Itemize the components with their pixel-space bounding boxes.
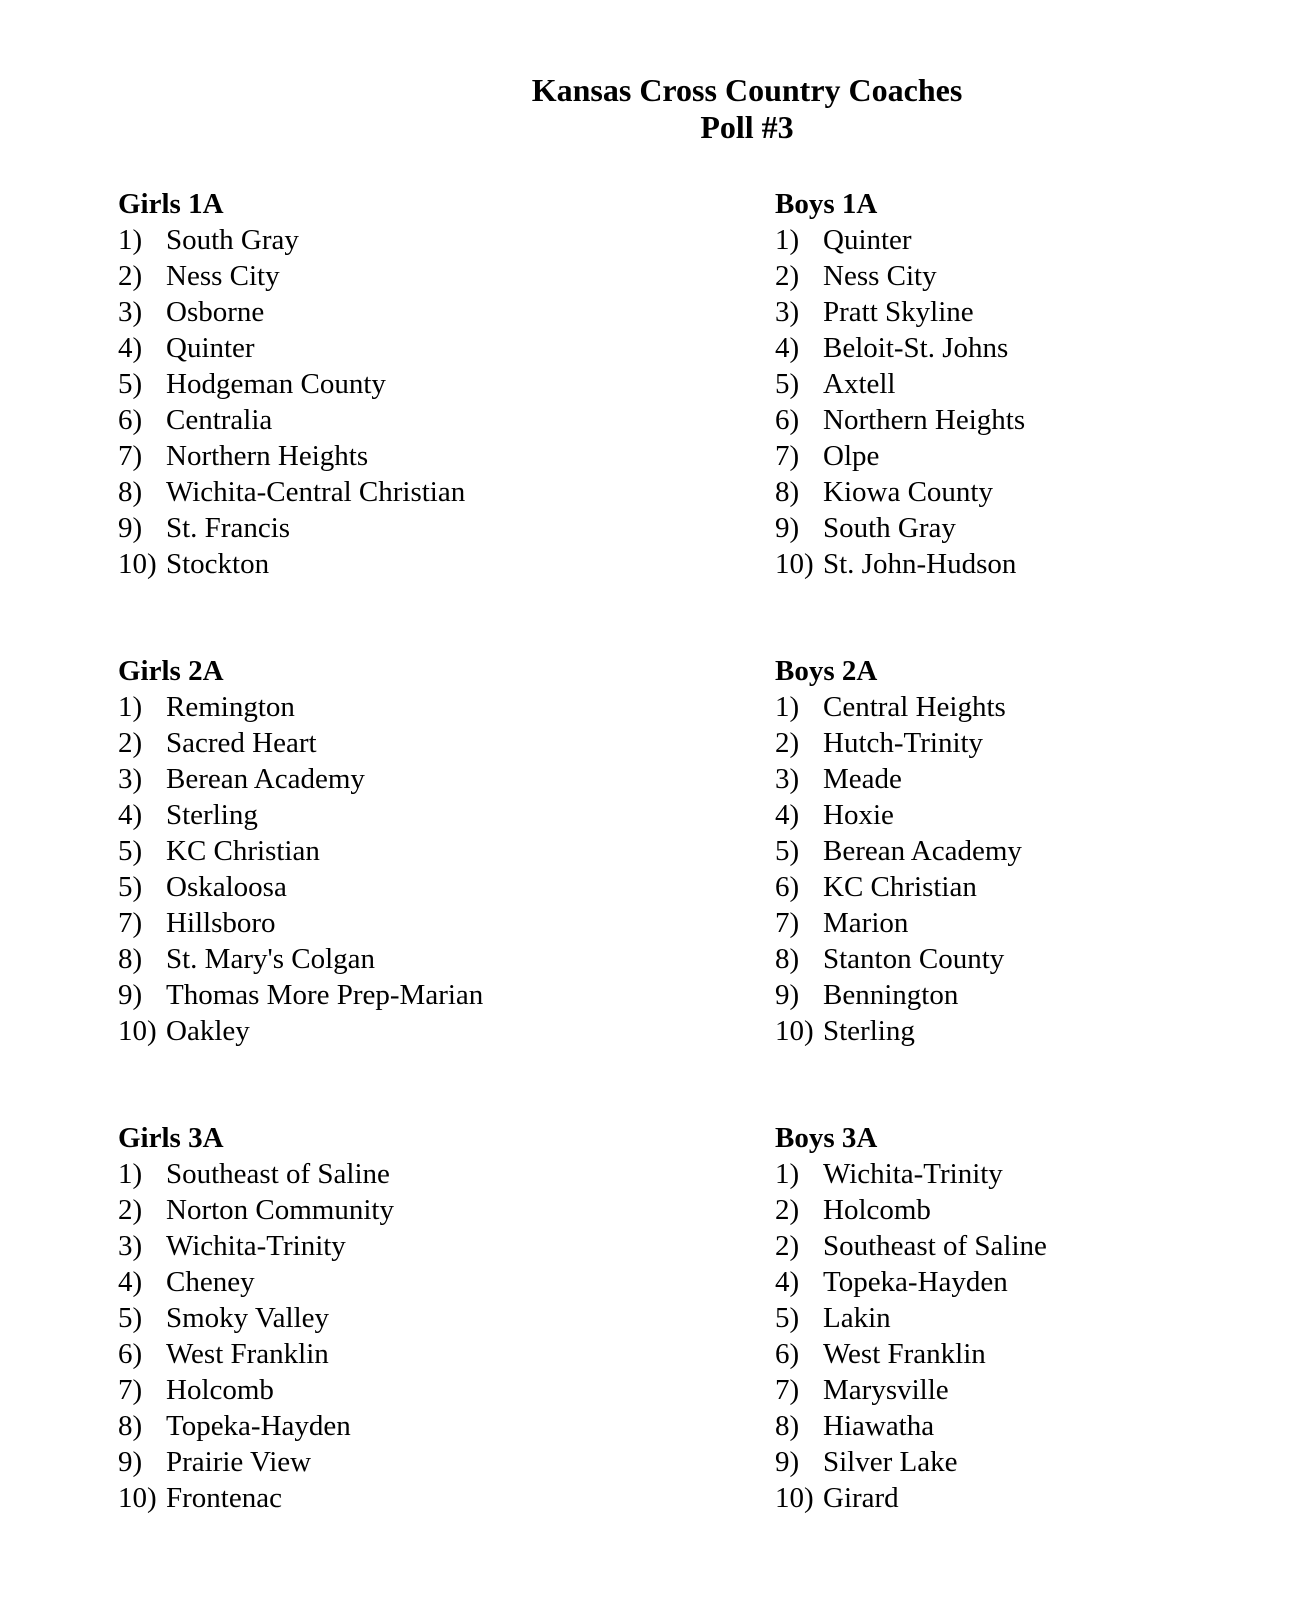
team-name: Ness City: [166, 260, 280, 292]
rank-label: 10): [775, 1015, 814, 1047]
section-list: [118, 222, 775, 582]
rank-label: 4): [118, 1266, 143, 1298]
list-item: [775, 258, 1294, 294]
rank-label: 2): [775, 260, 800, 292]
team-name: Sterling: [166, 799, 258, 831]
team-name: Norton Community: [166, 1194, 394, 1226]
rank-label: 5): [118, 835, 143, 867]
rank-label: 5): [775, 835, 800, 867]
list-item: [775, 1336, 1294, 1372]
team-name: West Franklin: [166, 1338, 329, 1370]
rank-label: 4): [118, 332, 143, 364]
team-name: Topeka-Hayden: [166, 1410, 351, 1442]
team-name: Ness City: [823, 260, 937, 292]
section-heading: Boys 2A: [775, 655, 878, 687]
team-name: South Gray: [166, 224, 299, 256]
rank-label: 4): [775, 1266, 800, 1298]
rank-label: 4): [118, 799, 143, 831]
section-heading: Boys 1A: [775, 188, 878, 220]
team-name: Central Heights: [823, 691, 1006, 723]
rank-label: 9): [775, 979, 800, 1011]
list-item: [118, 1408, 775, 1444]
rank-label: 3): [118, 1230, 143, 1262]
rank-label: 1): [118, 224, 143, 256]
team-name: Sterling: [823, 1015, 915, 1047]
rank-label: 6): [118, 404, 143, 436]
list-item: [775, 833, 1294, 869]
list-item: [775, 977, 1294, 1013]
poll-grid: [118, 186, 1294, 1516]
rank-label: 8): [775, 476, 800, 508]
team-name: Stockton: [166, 548, 270, 580]
team-name: Berean Academy: [823, 835, 1022, 867]
list-item: [775, 294, 1294, 330]
rank-label: 8): [118, 1410, 143, 1442]
team-name: Marysville: [823, 1374, 949, 1406]
rank-label: 7): [775, 907, 800, 939]
team-name: Remington: [166, 691, 295, 723]
team-name: Hiawatha: [823, 1410, 935, 1442]
rank-label: 10): [118, 1482, 157, 1514]
team-name: Topeka-Hayden: [823, 1266, 1008, 1298]
team-name: Thomas More Prep-Marian: [166, 979, 484, 1011]
rank-label: 7): [775, 1374, 800, 1406]
team-name: Quinter: [823, 224, 912, 256]
rank-label: 10): [118, 1015, 157, 1047]
list-item: [775, 546, 1294, 582]
rank-label: 2): [775, 1230, 800, 1262]
team-name: Osborne: [166, 296, 265, 328]
list-item: [118, 330, 775, 366]
list-item: [775, 330, 1294, 366]
rank-label: 5): [775, 1302, 800, 1334]
document-title: [200, 0, 1294, 146]
list-item: [775, 1300, 1294, 1336]
rank-label: 1): [118, 1158, 143, 1190]
rank-label: 2): [118, 1194, 143, 1226]
team-name: West Franklin: [823, 1338, 986, 1370]
list-item: [118, 905, 775, 941]
list-item: [118, 1444, 775, 1480]
team-name: Wichita-Trinity: [823, 1158, 1003, 1190]
rank-label: 1): [775, 691, 800, 723]
team-name: St. Mary's Colgan: [166, 943, 376, 975]
team-name: St. John-Hudson: [823, 548, 1017, 580]
list-item: [775, 1408, 1294, 1444]
list-item: [118, 1013, 775, 1049]
team-name: Holcomb: [166, 1374, 274, 1406]
team-name: Stanton County: [823, 943, 1005, 975]
team-name: Olpe: [823, 440, 880, 472]
team-name: Marion: [823, 907, 909, 939]
team-name: Hillsboro: [166, 907, 276, 939]
list-item: [118, 725, 775, 761]
rank-label: 10): [118, 548, 157, 580]
poll-section: [118, 1120, 775, 1516]
team-name: Meade: [823, 763, 902, 795]
list-item: [118, 689, 775, 725]
team-name: Frontenac: [166, 1482, 282, 1514]
list-item: [118, 1192, 775, 1228]
rank-label: 3): [775, 763, 800, 795]
list-item: [118, 402, 775, 438]
list-item: [118, 1336, 775, 1372]
section-heading: Girls 1A: [118, 188, 224, 220]
list-item: [118, 1156, 775, 1192]
list-item: [775, 1228, 1294, 1264]
team-name: Sacred Heart: [166, 727, 317, 759]
rank-label: 9): [775, 1446, 800, 1478]
rank-label: 9): [118, 1446, 143, 1478]
team-name: Kiowa County: [823, 476, 993, 508]
list-item: [118, 222, 775, 258]
list-item: [118, 1372, 775, 1408]
section-list: [775, 1156, 1294, 1516]
team-name: Southeast of Saline: [823, 1230, 1047, 1262]
rank-label: 6): [775, 871, 800, 903]
rank-label: 3): [118, 296, 143, 328]
list-item: [118, 977, 775, 1013]
rank-label: 8): [775, 943, 800, 975]
list-item: [118, 1300, 775, 1336]
list-item: [118, 941, 775, 977]
team-name: Beloit-St. Johns: [823, 332, 1009, 364]
list-item: [775, 1444, 1294, 1480]
team-name: Smoky Valley: [166, 1302, 329, 1334]
list-item: [775, 1013, 1294, 1049]
rank-label: 2): [775, 727, 800, 759]
rank-label: 5): [118, 368, 143, 400]
team-name: Pratt Skyline: [823, 296, 974, 328]
team-name: Berean Academy: [166, 763, 365, 795]
team-name: KC Christian: [166, 835, 320, 867]
team-name: Axtell: [823, 368, 896, 400]
list-item: [118, 833, 775, 869]
poll-section: [775, 653, 1294, 1049]
team-name: Hoxie: [823, 799, 894, 831]
rank-label: 3): [118, 763, 143, 795]
section-heading: Girls 2A: [118, 655, 224, 687]
list-item: [775, 689, 1294, 725]
rank-label: 8): [118, 476, 143, 508]
rank-label: 1): [775, 224, 800, 256]
team-name: Hutch-Trinity: [823, 727, 984, 759]
team-name: Holcomb: [823, 1194, 931, 1226]
poll-section: [118, 186, 775, 582]
rank-label: 7): [118, 440, 143, 472]
team-name: Silver Lake: [823, 1446, 958, 1478]
list-item: [775, 905, 1294, 941]
list-item: [775, 797, 1294, 833]
section-list: [775, 222, 1294, 582]
rank-label: 10): [775, 548, 814, 580]
team-name: Hodgeman County: [166, 368, 386, 400]
team-name: Northern Heights: [823, 404, 1026, 436]
rank-label: 9): [118, 979, 143, 1011]
rank-label: 1): [118, 691, 143, 723]
list-item: [118, 1480, 775, 1516]
rank-label: 4): [775, 332, 800, 364]
rank-label: 4): [775, 799, 800, 831]
section-list: [118, 1156, 775, 1516]
section-heading: Boys 3A: [775, 1122, 878, 1154]
list-item: [775, 1372, 1294, 1408]
list-item: [118, 438, 775, 474]
rank-label: 2): [775, 1194, 800, 1226]
list-item: [775, 402, 1294, 438]
rank-label: 10): [775, 1482, 814, 1514]
list-item: [775, 869, 1294, 905]
list-item: [775, 725, 1294, 761]
rank-label: 6): [118, 1338, 143, 1370]
list-item: [775, 474, 1294, 510]
list-item: [775, 222, 1294, 258]
list-item: [118, 546, 775, 582]
poll-section: [775, 186, 1294, 582]
team-name: Bennington: [823, 979, 959, 1011]
poll-section: [775, 1120, 1294, 1516]
rank-label: 2): [118, 727, 143, 759]
list-item: [118, 869, 775, 905]
list-item: [118, 1228, 775, 1264]
rank-label: 1): [775, 1158, 800, 1190]
team-name: St. Francis: [166, 512, 291, 544]
team-name: Wichita-Central Christian: [166, 476, 466, 508]
list-item: [118, 761, 775, 797]
rank-label: 8): [118, 943, 143, 975]
team-name: Centralia: [166, 404, 273, 436]
rank-label: 9): [775, 512, 800, 544]
poll-section: [118, 653, 775, 1049]
team-name: Lakin: [823, 1302, 891, 1334]
section-heading: Girls 3A: [118, 1122, 224, 1154]
team-name: Southeast of Saline: [166, 1158, 390, 1190]
section-list: [775, 689, 1294, 1049]
rank-label: 7): [118, 907, 143, 939]
rank-label: 2): [118, 260, 143, 292]
list-item: [118, 294, 775, 330]
page-title: Kansas Cross Country Coaches: [531, 72, 963, 108]
list-item: [775, 366, 1294, 402]
list-item: [775, 438, 1294, 474]
list-item: [775, 1156, 1294, 1192]
rank-label: 6): [775, 404, 800, 436]
rank-label: 5): [118, 871, 143, 903]
team-name: Wichita-Trinity: [166, 1230, 346, 1262]
team-name: Quinter: [166, 332, 255, 364]
list-item: [118, 1264, 775, 1300]
list-item: [118, 474, 775, 510]
team-name: Girard: [823, 1482, 899, 1514]
list-item: [775, 1264, 1294, 1300]
list-item: [118, 258, 775, 294]
rank-label: 9): [118, 512, 143, 544]
rank-label: 3): [775, 296, 800, 328]
rank-label: 8): [775, 1410, 800, 1442]
section-list: [118, 689, 775, 1049]
rank-label: 5): [118, 1302, 143, 1334]
rank-label: 7): [118, 1374, 143, 1406]
list-item: [775, 510, 1294, 546]
team-name: Oskaloosa: [166, 871, 287, 903]
poll-number: Poll #3: [700, 109, 794, 145]
list-item: [118, 510, 775, 546]
list-item: [118, 797, 775, 833]
team-name: Cheney: [166, 1266, 255, 1298]
list-item: [775, 1192, 1294, 1228]
team-name: Oakley: [166, 1015, 250, 1047]
team-name: KC Christian: [823, 871, 977, 903]
list-item: [118, 366, 775, 402]
rank-label: 6): [775, 1338, 800, 1370]
team-name: Prairie View: [166, 1446, 312, 1478]
team-name: South Gray: [823, 512, 956, 544]
list-item: [775, 761, 1294, 797]
rank-label: 7): [775, 440, 800, 472]
team-name: Northern Heights: [166, 440, 369, 472]
list-item: [775, 941, 1294, 977]
rank-label: 5): [775, 368, 800, 400]
list-item: [775, 1480, 1294, 1516]
